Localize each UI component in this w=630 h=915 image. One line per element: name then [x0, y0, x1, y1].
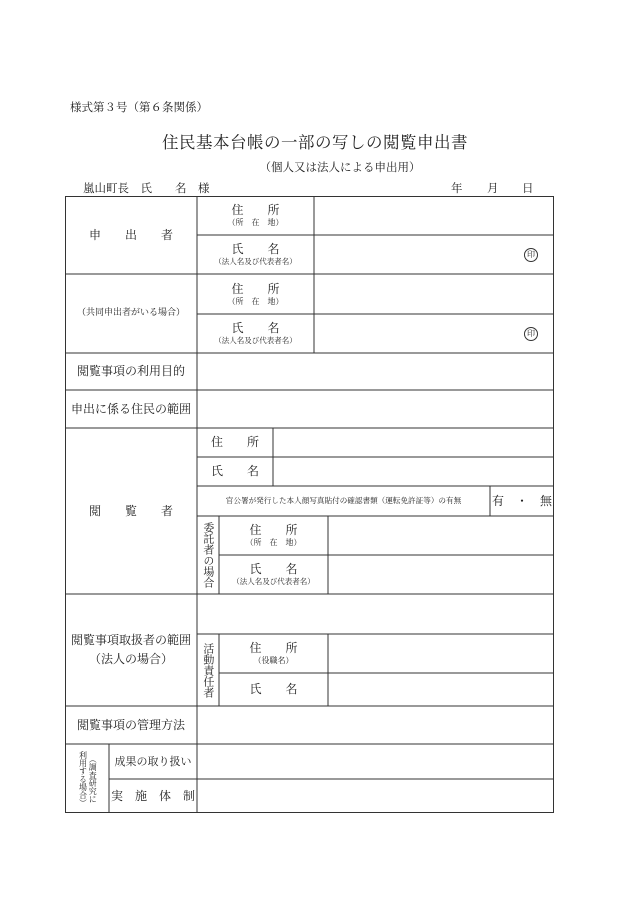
delegate-address-label-cell [219, 516, 328, 555]
co-applicant-name-sub: （法人名及び代表者名） [214, 336, 297, 346]
delegate-address-sub: （所 在 地） [245, 538, 302, 547]
system-label: 実 施 体 制 [110, 788, 195, 803]
co-applicant-label: （共同申出者がいる場合） [76, 307, 185, 318]
seal-mark: 印 [524, 248, 538, 262]
date-year-label: 年 [451, 181, 463, 195]
applicant-name-label-cell [197, 235, 314, 274]
purpose-label: 閲覧事項の利用目的 [76, 364, 185, 378]
viewer-address-label: 住 所 [210, 435, 259, 449]
id-check-choice[interactable]: 有 ・ 無 [491, 493, 552, 508]
management-field[interactable] [197, 706, 554, 744]
delegate-address-field[interactable] [328, 516, 554, 555]
co-applicant-address-label-cell [197, 274, 314, 314]
seal-mark: 印 [524, 327, 538, 341]
scope-field[interactable] [197, 390, 554, 428]
system-field[interactable] [197, 779, 554, 813]
delegate-name-label: 氏 名 [249, 562, 298, 577]
applicant-name-field[interactable] [314, 235, 554, 274]
applicant-address-field[interactable] [314, 196, 554, 235]
results-label: 成果の取り扱い [114, 754, 192, 768]
activity-label-cell [197, 634, 219, 706]
delegate-address-label: 住 所 [249, 523, 298, 537]
applicant-address-label: 住 所 [231, 203, 280, 217]
activity-address-label-cell [219, 634, 328, 673]
research-label-1: （調査研究に [88, 754, 98, 803]
scope-label: 申出に係る住民の範囲 [70, 401, 191, 416]
addressee: 嵐山町長 氏 名 様 [83, 181, 210, 195]
applicant-name-sub: （法人名及び代表者名） [214, 257, 297, 267]
activity-label: 活動責任者 [201, 642, 215, 698]
activity-name-field[interactable] [328, 673, 554, 706]
applicant-name-label: 氏 名 [231, 242, 280, 257]
viewer-address-field[interactable] [273, 428, 554, 457]
page-title: 住民基本台帳の一部の写しの閲覧申出書 [162, 133, 468, 152]
application-form-table [65, 196, 554, 813]
co-applicant-address-label: 住 所 [231, 281, 280, 296]
form-number: 様式第３号（第６条関係） [70, 100, 208, 114]
viewer-label: 閲 覧 者 [88, 503, 173, 518]
applicant-label: 申 出 者 [88, 227, 173, 242]
id-check-label: 官公署が発行した本人顔写真貼付の確認書類（運転免許証等）の有無 [225, 496, 462, 506]
delegate-name-field[interactable] [328, 555, 554, 594]
co-applicant-address-sub: （所 在 地） [227, 296, 284, 306]
management-label: 閲覧事項の管理方法 [76, 717, 185, 732]
date-day-label: 日 [522, 181, 534, 195]
co-applicant-address-field[interactable] [314, 274, 554, 314]
activity-address-field[interactable] [328, 634, 554, 673]
delegate-name-sub: （法人名及び代表者名） [232, 577, 315, 587]
applicant-address-label-cell [197, 196, 314, 235]
research-label-2: 利用する場合） [78, 750, 88, 807]
viewer-name-label: 氏 名 [210, 464, 259, 478]
viewer-name-field[interactable] [273, 457, 554, 486]
page-subtitle: （個人又は法人による申出用） [259, 160, 421, 174]
co-applicant-name-field[interactable] [314, 314, 554, 353]
results-field[interactable] [197, 744, 554, 779]
applicant-address-sub: （所 在 地） [227, 218, 284, 227]
date-month-label: 月 [487, 181, 499, 195]
delegate-name-label-cell [219, 555, 328, 594]
research-label-cell [65, 744, 109, 813]
co-applicant-name-label-cell [197, 314, 314, 353]
delegate-label-cell [197, 516, 219, 594]
co-applicant-name-label: 氏 名 [231, 321, 280, 336]
handlers-label-cell [65, 594, 197, 706]
handlers-scope-field[interactable] [197, 594, 554, 634]
handlers-label-corp: （法人の場合） [88, 652, 173, 666]
handlers-label: 閲覧事項取扱者の範囲 [70, 633, 191, 647]
delegate-label: 委託者の場合 [201, 522, 215, 588]
activity-name-label: 氏 名 [249, 682, 298, 696]
activity-address-label: 住 所 [249, 641, 298, 655]
purpose-field[interactable] [197, 353, 554, 390]
activity-address-sub: （役職名） [253, 656, 294, 665]
